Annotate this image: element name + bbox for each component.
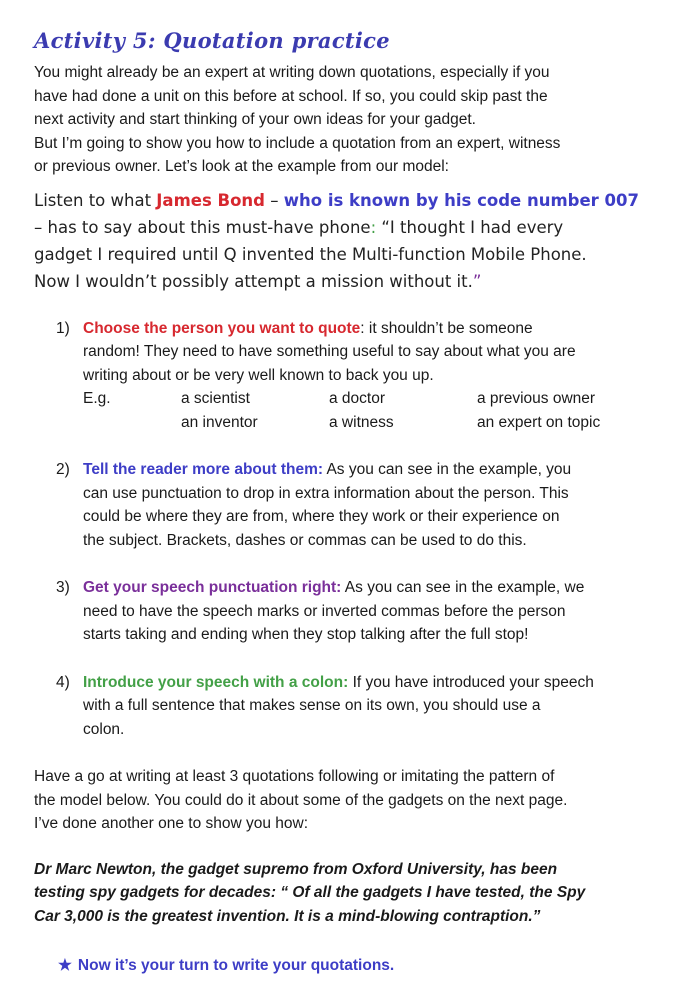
closing-line: the model below. You could do it about some of the gadgets on the next page. [34, 791, 568, 809]
list-item [56, 458, 664, 552]
example-grid [83, 387, 664, 434]
model-quote: “I thought I had every [376, 217, 564, 237]
intro-line: You might already be an expert at writing down quotations, especially if you [34, 64, 550, 81]
steps-list [56, 317, 664, 742]
model-quotation [34, 187, 664, 295]
eg-option: a doctor [329, 390, 386, 407]
item-text: need to have the speech marks or inverted commas before the person [83, 602, 566, 620]
model-dash: – [265, 190, 284, 210]
intro-line: have had done a unit on this before at school. If so, you could skip past the [34, 87, 548, 105]
model-text: – has to say about this must-have phone [34, 217, 371, 237]
eg-option: an inventor [181, 413, 258, 431]
model-speaker-name: James Bond [156, 190, 265, 210]
item-text: colon. [83, 720, 125, 738]
example-quotation [34, 858, 664, 929]
item-number: 1) [56, 319, 70, 337]
list-item [56, 576, 664, 647]
model-quote: Now I wouldn’t possibly attempt a mission without it. [34, 271, 473, 291]
model-text: Listen to what [34, 190, 157, 210]
page [34, 28, 664, 975]
item-text: could be where they are from, where they work or their experience on [83, 508, 560, 525]
item-text: random! They need to have something useful to say about what you are [83, 343, 576, 360]
example-line: Car 3,000 is the greatest invention. It is a mind-blowing contraption.” [34, 907, 541, 925]
item-text: writing about or be very well known to back you up. [83, 366, 434, 384]
eg-option: a previous owner [477, 390, 596, 407]
closing-paragraph [34, 765, 664, 836]
item-number: 4) [56, 673, 70, 691]
eg-label: E.g. [83, 390, 111, 407]
item-number: 2) [56, 461, 70, 478]
star-icon: ★ [58, 957, 72, 974]
intro-line: But I’m going to show you how to include a quotation from an expert, witness [34, 134, 561, 152]
eg-option: a witness [329, 413, 394, 431]
model-extra-info: who is known by his code number 007 [283, 190, 639, 210]
item-heading: Get your speech punctuation right: [83, 579, 342, 596]
model-colon: : [370, 217, 377, 237]
item-heading: Introduce your speech with a colon: [83, 673, 349, 691]
intro-line: or previous owner. Let’s look at the example from our model: [34, 158, 449, 175]
intro-paragraph [34, 61, 664, 179]
closing-line: Have a go at writing at least 3 quotations following or imitating the pattern of [34, 768, 555, 785]
item-text: : it shouldn’t be someone [360, 319, 533, 337]
item-text: starts taking and ending when they stop talking after the full stop! [83, 626, 529, 643]
eg-option: an expert on topic [477, 413, 601, 431]
your-turn-prompt [58, 956, 664, 975]
item-text: As you can see in the example, you [323, 461, 572, 478]
your-turn-text: Now it’s your turn to write your quotations. [77, 957, 395, 974]
model-quote: gadget I required until Q invented the Multi-function Mobile Phone. [34, 244, 587, 264]
item-text: As you can see in the example, we [341, 579, 585, 596]
example-line: testing spy gadgets for decades: “ Of all the gadgets I have tested, the Spy [34, 884, 586, 901]
item-text: with a full sentence that makes sense on its own, you should use a [83, 697, 541, 714]
page-title: Activity 5: Quotation practice [34, 28, 390, 53]
list-item [56, 317, 664, 435]
eg-option: a scientist [181, 390, 250, 407]
closing-line: I’ve done another one to show you how: [34, 815, 309, 832]
item-text: If you have introduced your speech [348, 673, 594, 691]
item-number: 3) [56, 579, 70, 596]
example-line: Dr Marc Newton, the gadget supremo from Oxford University, has been [34, 860, 558, 878]
item-text: the subject. Brackets, dashes or commas can be used to do this. [83, 531, 527, 549]
list-item [56, 671, 664, 742]
item-heading: Choose the person you want to quote [83, 319, 361, 337]
model-close-quote: ” [472, 271, 482, 291]
intro-line: next activity and start thinking of your own ideas for your gadget. [34, 111, 476, 128]
item-heading: Tell the reader more about them: [83, 461, 324, 478]
item-text: can use punctuation to drop in extra information about the person. This [83, 484, 569, 502]
